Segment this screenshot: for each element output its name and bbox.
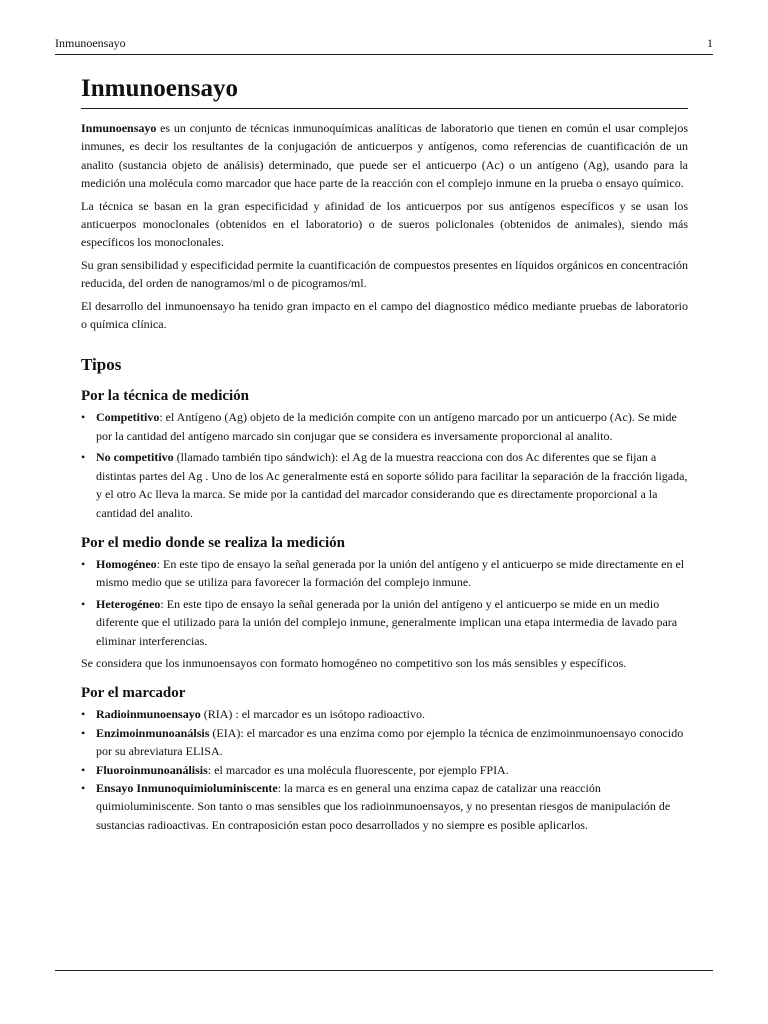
paragraph: Su gran sensibilidad y especificidad permite la cuantificación de compuestos presentes en líquidos orgánicos en concentración reducida, del orden de nanogramos/ml o de picogramos/ml.: [81, 257, 688, 291]
list-medio: [81, 555, 688, 650]
bullet: •: [81, 556, 86, 571]
page-title: Inmunoensayo: [81, 74, 688, 109]
paragraph: El desarrollo del inmunoensayo ha tenido gran impacto en el campo del diagnostico médico mediante pruebas de laboratorio o química clínica.: [81, 298, 688, 332]
list-item: [81, 408, 688, 445]
list-item: [81, 779, 688, 834]
bullet: •: [81, 725, 86, 740]
item-text: : En este tipo de ensayo la señal generada por la unión del antígeno y el anticuerpo se mide directamente en el mismo medio que se utiliza para favorecer la formación del complejo inmune.: [96, 556, 685, 590]
item-term: Fluoroinmunoanálisis: [96, 762, 208, 777]
item-term: Ensayo Inmunoquimioluminiscente: [96, 780, 278, 795]
subsection-heading-medio: Por el medio donde se realiza la medición: [81, 534, 346, 551]
item-term: Homogéneo: [96, 556, 157, 571]
bullet: •: [81, 596, 86, 611]
list-item: [81, 761, 688, 779]
item-term: Radioinmunoensayo: [96, 707, 201, 722]
item-term: Competitivo: [96, 410, 160, 425]
item-text: : el Antígeno (Ag) objeto de la medición compite con un antígeno marcado por un anticuerpo (Ac). Se mide por la cantidad del antígeno marcado sin conjugar que se considera es inversamente proporcional al analito.: [96, 410, 677, 443]
item-text: (EIA): el marcador es una enzima como por ejemplo la técnica de enzimoinmunoensayo conocido por su abreviatura ELISA.: [96, 725, 684, 759]
footer-rule: [55, 970, 713, 971]
page-number: 1: [707, 36, 713, 50]
list-item: [81, 448, 688, 522]
running-header: [55, 36, 713, 55]
item-term: Enzimoinmunoanálsis: [96, 725, 210, 740]
item-text: (RIA) : el marcador es un isótopo radioactivo.: [200, 707, 425, 722]
bullet: •: [81, 780, 86, 795]
subsection-heading-tecnica: Por la técnica de medición: [81, 388, 250, 405]
subsection-heading-marcador: Por el marcador: [81, 685, 186, 702]
bullet: •: [81, 410, 86, 425]
list-item: [81, 595, 688, 650]
item-term: Heterogéneo: [96, 596, 161, 611]
item-text: : En este tipo de ensayo la señal generada por la unión del antígeno y el anticuerpo se mide en un medio diferente que el utilizado para la unión del complejo inmune, generalmente implican una etapa intermedia de lavado para eliminar interferencias.: [96, 596, 678, 648]
item-text: (llamado también tipo sándwich): el Ag de la muestra reacciona con dos Ac diferentes que se fijan a distintas partes del Ag . Uno de los Ac generalmente está en soporte sólido para facilitar la separación de la fracción ligada, y el otro Ac lleva la marca. Se mide por la cantidad del marcador considerando que es directamente proporcional a la cantidad del analito.: [96, 450, 688, 520]
bullet: •: [81, 707, 86, 722]
bullet: •: [81, 762, 86, 777]
list-item: [81, 555, 688, 592]
paragraph-text: es un conjunto de técnicas inmunoquímicas analíticas de laboratorio que tienen en común el usar complejos inmunes, es decir los resultantes de la conjugación de anticuerpos y antígenos, como referencias de cuantificación de un analito (sustancia objeto de análisis) determinado, que puede ser el anticuerpo (Ac) o un antígeno (Ag), usando para la medición una molécula como marcador que hace parte de la reacción con el complejo inmune en la prueba o ensayo químico.: [81, 121, 688, 191]
term-bold: Inmunoensayo: [81, 121, 157, 135]
paragraph: La técnica se basan en la gran especificidad y afinidad de los anticuerpos por sus antígenos específicos y se usan los anticuerpos monoclonales (obtenidos en el laboratorio) o de sueros policlonales (obtenidos de animales), siendo más específicos los monoclonales.: [81, 198, 688, 250]
item-text: : el marcador es una molécula fluorescente, por ejemplo FPIA.: [207, 762, 509, 777]
item-text: : la marca es en general una enzima capaz de catalizar una reacción quimioluminiscente. Son tanto o mas sensibles que los radioinmunoensayos, y no presentan riesgos de manipulación de sustancias radioactivas. En contraposición estan poco desarrollados y no siempre es posible aplicarlos.: [96, 780, 671, 832]
bullet: •: [81, 450, 86, 465]
running-title: Inmunoensayo: [55, 36, 126, 50]
article-body: [81, 74, 688, 838]
intro-paragraph: [81, 119, 688, 193]
item-term: No competitivo: [96, 450, 174, 465]
list-marcador: [81, 705, 688, 834]
list-item: [81, 724, 688, 761]
section-heading-tipos: Tipos: [81, 355, 122, 375]
list-item: [81, 705, 688, 723]
paragraph-note: Se considera que los inmunoensayos con formato homogéneo no competitivo son los más sensibles y específicos.: [81, 655, 627, 670]
list-tecnica: [81, 408, 688, 521]
